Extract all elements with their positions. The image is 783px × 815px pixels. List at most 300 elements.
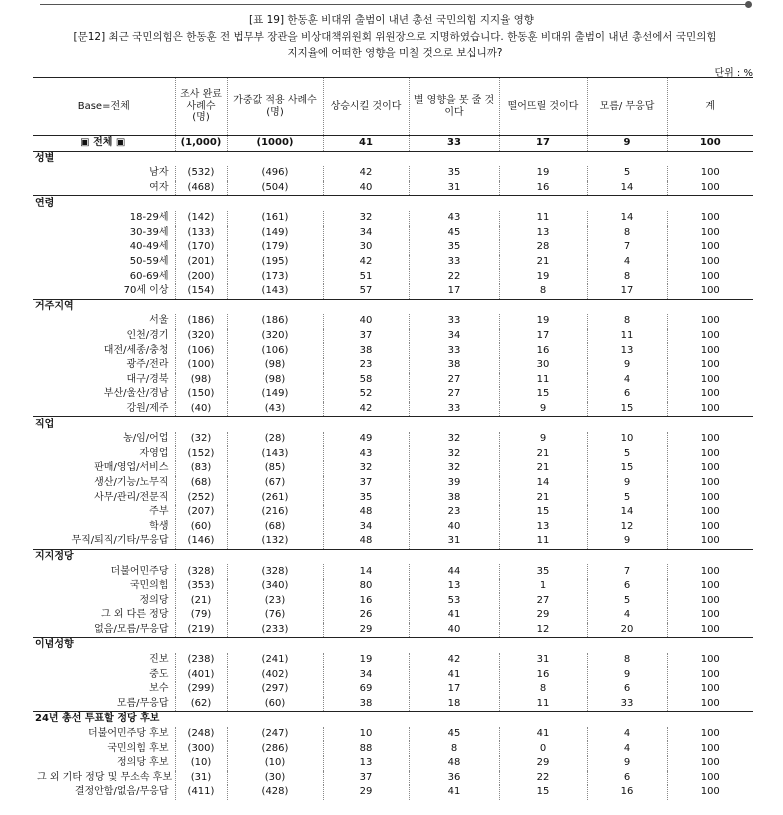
- header-c5: 계: [667, 78, 753, 136]
- cell-n2: (496): [227, 166, 323, 181]
- cell-n2: (98): [227, 373, 323, 388]
- cell-n2: (161): [227, 211, 323, 226]
- cell-c1: 80: [323, 579, 409, 594]
- cell-c3: 11: [499, 373, 587, 388]
- cell-c3: 15: [499, 505, 587, 520]
- cell-n1: (401): [175, 667, 227, 682]
- cell-c2: 44: [409, 564, 499, 579]
- cell-n1: (200): [175, 269, 227, 284]
- cell-n1: (62): [175, 697, 227, 712]
- total-n2: (1000): [227, 136, 323, 152]
- table-row: [33, 211, 753, 226]
- header-n2: 가중값 적용 사례수 (명): [227, 78, 323, 136]
- cell-c4: 9: [587, 534, 667, 549]
- cell-n2: (143): [227, 284, 323, 299]
- group-header-row: [33, 712, 753, 727]
- cell-c2: 33: [409, 314, 499, 329]
- total-row: [33, 136, 753, 152]
- row-label: 무직/퇴직/기타/무응답: [71, 535, 169, 547]
- cell-c4: 9: [587, 476, 667, 491]
- header-c1: 상승시킬 것이다: [323, 78, 409, 136]
- cell-n1: (532): [175, 166, 227, 181]
- cell-c2: 8: [409, 741, 499, 756]
- cell-c4: 20: [587, 623, 667, 638]
- cell-n1: (83): [175, 461, 227, 476]
- cell-c4: 6: [587, 682, 667, 697]
- cell-c2: 36: [409, 771, 499, 786]
- table-row: [33, 402, 753, 417]
- cell-c1: 69: [323, 682, 409, 697]
- cell-n1: (98): [175, 373, 227, 388]
- cell-c1: 14: [323, 564, 409, 579]
- cell-c4: 14: [587, 181, 667, 196]
- cell-n2: (286): [227, 741, 323, 756]
- cell-n2: (328): [227, 564, 323, 579]
- cell-c5: 100: [667, 505, 753, 520]
- question-text: [40, 29, 750, 61]
- cell-c1: 38: [323, 697, 409, 712]
- total-c1: 41: [323, 136, 409, 152]
- cell-c1: 34: [323, 519, 409, 534]
- cell-c4: 9: [587, 358, 667, 373]
- cell-c5: 100: [667, 564, 753, 579]
- cell-c4: 14: [587, 211, 667, 226]
- cell-c4: 6: [587, 579, 667, 594]
- cell-n1: (252): [175, 490, 227, 505]
- group-label: 이념성향: [33, 638, 753, 653]
- cell-n2: (149): [227, 226, 323, 241]
- cell-c3: 9: [499, 402, 587, 417]
- cell-c1: 10: [323, 727, 409, 742]
- cell-c1: 26: [323, 608, 409, 623]
- cell-c4: 14: [587, 505, 667, 520]
- header-c4: 모름/ 무응답: [587, 78, 667, 136]
- cell-c1: 52: [323, 387, 409, 402]
- cell-c4: 5: [587, 446, 667, 461]
- cell-n2: (233): [227, 623, 323, 638]
- row-label: 남자: [149, 167, 169, 179]
- cell-c5: 100: [667, 667, 753, 682]
- table-row: [33, 269, 753, 284]
- cell-n2: (402): [227, 667, 323, 682]
- row-label: 그 외 다른 정당: [101, 609, 169, 621]
- cell-c3: 1: [499, 579, 587, 594]
- cell-n1: (170): [175, 240, 227, 255]
- cell-c5: 100: [667, 373, 753, 388]
- cell-c4: 16: [587, 785, 667, 800]
- cell-c3: 21: [499, 255, 587, 270]
- cell-c5: 100: [667, 343, 753, 358]
- table-row: [33, 240, 753, 255]
- cell-c5: 100: [667, 314, 753, 329]
- cell-n1: (68): [175, 476, 227, 491]
- header-n1: 조사 완료 사례수 (명): [175, 78, 227, 136]
- table-row: [33, 534, 753, 549]
- cell-c2: 23: [409, 505, 499, 520]
- table-row: [33, 653, 753, 668]
- table-row: [33, 314, 753, 329]
- row-label: 40-49세: [129, 241, 169, 253]
- cell-c5: 100: [667, 653, 753, 668]
- cell-c2: 17: [409, 682, 499, 697]
- cell-n2: (186): [227, 314, 323, 329]
- cell-n1: (299): [175, 682, 227, 697]
- total-c5: 100: [667, 136, 753, 152]
- cell-c1: 57: [323, 284, 409, 299]
- cell-c1: 37: [323, 476, 409, 491]
- row-label: 더불어민주당 후보: [88, 728, 169, 740]
- total-c4: 9: [587, 136, 667, 152]
- cell-n2: (28): [227, 432, 323, 447]
- cell-c3: 21: [499, 461, 587, 476]
- cell-c5: 100: [667, 240, 753, 255]
- table-row: [33, 358, 753, 373]
- table-row: [33, 432, 753, 447]
- cell-n2: (149): [227, 387, 323, 402]
- cell-n2: (76): [227, 608, 323, 623]
- cell-c2: 33: [409, 343, 499, 358]
- table-row: [33, 284, 753, 299]
- cell-n2: (179): [227, 240, 323, 255]
- row-label: 18-29세: [129, 212, 169, 224]
- cell-c5: 100: [667, 593, 753, 608]
- cell-n1: (186): [175, 314, 227, 329]
- table-row: [33, 181, 753, 196]
- cell-c4: 4: [587, 608, 667, 623]
- cell-c4: 9: [587, 667, 667, 682]
- cell-c1: 34: [323, 667, 409, 682]
- row-label: 대전/세종/충청: [103, 344, 169, 356]
- total-c2: 33: [409, 136, 499, 152]
- cell-n1: (320): [175, 329, 227, 344]
- cell-c5: 100: [667, 402, 753, 417]
- group-header-row: [33, 417, 753, 432]
- cell-c4: 9: [587, 756, 667, 771]
- group-header-row: [33, 151, 753, 166]
- cell-c1: 37: [323, 329, 409, 344]
- table-row: [33, 226, 753, 241]
- table-row: [33, 682, 753, 697]
- table-row: [33, 623, 753, 638]
- cell-c1: 37: [323, 771, 409, 786]
- cell-n2: (320): [227, 329, 323, 344]
- cell-c1: 58: [323, 373, 409, 388]
- cell-c5: 100: [667, 771, 753, 786]
- cell-c2: 34: [409, 329, 499, 344]
- cell-c5: 100: [667, 269, 753, 284]
- question-line-2: 지지율에 어떠한 영향을 미칠 것으로 보십니까?: [287, 47, 503, 59]
- cell-c2: 13: [409, 579, 499, 594]
- cell-c5: 100: [667, 785, 753, 800]
- cell-c4: 5: [587, 490, 667, 505]
- row-label: 부산/울산/경남: [103, 388, 169, 400]
- cell-c1: 38: [323, 343, 409, 358]
- group-header-row: [33, 549, 753, 564]
- cell-c2: 32: [409, 461, 499, 476]
- row-label: 진보: [149, 654, 169, 666]
- cell-c2: 27: [409, 373, 499, 388]
- total-n1: (1,000): [175, 136, 227, 152]
- table-row: [33, 727, 753, 742]
- cell-c3: 12: [499, 623, 587, 638]
- cell-n1: (142): [175, 211, 227, 226]
- cell-n1: (468): [175, 181, 227, 196]
- cell-c2: 48: [409, 756, 499, 771]
- table-row: [33, 741, 753, 756]
- row-label: 보수: [149, 683, 169, 695]
- cell-c5: 100: [667, 519, 753, 534]
- cell-c4: 8: [587, 226, 667, 241]
- table-row: [33, 329, 753, 344]
- cell-c3: 16: [499, 667, 587, 682]
- group-header-row: [33, 638, 753, 653]
- cell-c3: 11: [499, 211, 587, 226]
- cell-c3: 11: [499, 534, 587, 549]
- cell-c3: 21: [499, 490, 587, 505]
- cell-n2: (10): [227, 756, 323, 771]
- cell-c1: 16: [323, 593, 409, 608]
- cell-c1: 40: [323, 181, 409, 196]
- cell-n1: (60): [175, 519, 227, 534]
- cell-c3: 19: [499, 269, 587, 284]
- cell-n1: (201): [175, 255, 227, 270]
- row-label: 자영업: [139, 447, 169, 459]
- row-label: 더불어민주당: [110, 565, 169, 577]
- cell-c3: 15: [499, 785, 587, 800]
- top-rule-dot: [745, 1, 752, 8]
- cell-c2: 31: [409, 534, 499, 549]
- cell-c3: 41: [499, 727, 587, 742]
- cell-c3: 21: [499, 446, 587, 461]
- cell-c1: 29: [323, 623, 409, 638]
- cell-c1: 32: [323, 461, 409, 476]
- cell-c3: 16: [499, 181, 587, 196]
- cell-c3: 8: [499, 284, 587, 299]
- table-row: [33, 756, 753, 771]
- cell-c4: 11: [587, 329, 667, 344]
- unit-label: 단위 : %: [714, 68, 753, 79]
- cell-c2: 40: [409, 623, 499, 638]
- cell-c1: 42: [323, 166, 409, 181]
- cell-c3: 8: [499, 682, 587, 697]
- cell-c3: 22: [499, 771, 587, 786]
- cell-c2: 42: [409, 653, 499, 668]
- cell-c4: 17: [587, 284, 667, 299]
- table-row: [33, 373, 753, 388]
- cell-c1: 34: [323, 226, 409, 241]
- cell-c1: 48: [323, 534, 409, 549]
- cell-n2: (98): [227, 358, 323, 373]
- cell-n2: (68): [227, 519, 323, 534]
- cell-c5: 100: [667, 387, 753, 402]
- cell-c2: 45: [409, 226, 499, 241]
- row-label: 대구/경북: [126, 373, 169, 385]
- cell-c3: 28: [499, 240, 587, 255]
- total-c3: 17: [499, 136, 587, 152]
- cell-c1: 48: [323, 505, 409, 520]
- cell-c2: 32: [409, 446, 499, 461]
- cell-c3: 27: [499, 593, 587, 608]
- cell-c2: 45: [409, 727, 499, 742]
- table-row: [33, 461, 753, 476]
- table-row: [33, 579, 753, 594]
- cell-c1: 30: [323, 240, 409, 255]
- group-label: 지지정당: [33, 549, 753, 564]
- cell-n2: (173): [227, 269, 323, 284]
- table-row: [33, 476, 753, 491]
- group-label: 거주지역: [33, 299, 753, 314]
- cell-c2: 27: [409, 387, 499, 402]
- cell-c3: 13: [499, 519, 587, 534]
- cell-c2: 38: [409, 490, 499, 505]
- cell-n2: (23): [227, 593, 323, 608]
- cell-n1: (100): [175, 358, 227, 373]
- cell-n2: (67): [227, 476, 323, 491]
- cell-c3: 29: [499, 756, 587, 771]
- table-row: [33, 593, 753, 608]
- cell-c1: 32: [323, 211, 409, 226]
- cell-c4: 13: [587, 343, 667, 358]
- cell-n1: (328): [175, 564, 227, 579]
- table-row: [33, 446, 753, 461]
- cell-n1: (411): [175, 785, 227, 800]
- cell-n1: (21): [175, 593, 227, 608]
- row-label: 농/임/어업: [123, 433, 169, 445]
- table-row: [33, 505, 753, 520]
- cell-c2: 41: [409, 667, 499, 682]
- cell-c5: 100: [667, 697, 753, 712]
- cell-n1: (353): [175, 579, 227, 594]
- cell-c2: 33: [409, 255, 499, 270]
- row-label: 판매/영업/서비스: [94, 462, 169, 474]
- cell-c5: 100: [667, 490, 753, 505]
- cell-c4: 33: [587, 697, 667, 712]
- row-label: 없음/모름/무응답: [94, 623, 169, 635]
- cell-c4: 6: [587, 771, 667, 786]
- cell-c3: 35: [499, 564, 587, 579]
- cell-n2: (85): [227, 461, 323, 476]
- row-label: 50-59세: [129, 256, 169, 268]
- row-label: 정의당: [139, 594, 169, 606]
- cell-c5: 100: [667, 476, 753, 491]
- cell-c4: 12: [587, 519, 667, 534]
- table-row: [33, 166, 753, 181]
- cell-n1: (154): [175, 284, 227, 299]
- group-label: 연령: [33, 196, 753, 211]
- cell-n2: (132): [227, 534, 323, 549]
- cell-c2: 41: [409, 608, 499, 623]
- group-header-row: [33, 196, 753, 211]
- cell-c5: 100: [667, 284, 753, 299]
- row-label: 그 외 기타 정당 및 무소속 후보: [37, 771, 172, 783]
- table-row: [33, 667, 753, 682]
- cell-c2: 32: [409, 432, 499, 447]
- cell-c5: 100: [667, 329, 753, 344]
- row-label: 서울: [149, 315, 169, 327]
- cell-n2: (261): [227, 490, 323, 505]
- table-row: [33, 490, 753, 505]
- cell-c5: 100: [667, 446, 753, 461]
- cell-c2: 33: [409, 402, 499, 417]
- row-label: 인천/경기: [126, 330, 169, 342]
- cell-c5: 100: [667, 226, 753, 241]
- cell-n2: (504): [227, 181, 323, 196]
- table-row: [33, 771, 753, 786]
- cell-n1: (31): [175, 771, 227, 786]
- cell-c4: 10: [587, 432, 667, 447]
- cell-c4: 15: [587, 402, 667, 417]
- cell-c1: 42: [323, 255, 409, 270]
- cell-c1: 29: [323, 785, 409, 800]
- total-label: ▣ 전체 ▣: [33, 136, 175, 152]
- cell-c3: 15: [499, 387, 587, 402]
- table-row: [33, 785, 753, 800]
- header-c3: 떨어뜨릴 것이다: [499, 78, 587, 136]
- cell-n1: (219): [175, 623, 227, 638]
- cell-n2: (60): [227, 697, 323, 712]
- group-label: 24년 총선 투표할 정당 후보: [33, 712, 753, 727]
- cell-c4: 8: [587, 314, 667, 329]
- cell-c4: 5: [587, 593, 667, 608]
- row-label: 사무/관리/전문직: [94, 491, 169, 503]
- cell-c3: 30: [499, 358, 587, 373]
- cell-c5: 100: [667, 623, 753, 638]
- cell-c4: 7: [587, 240, 667, 255]
- cell-n2: (428): [227, 785, 323, 800]
- cell-c4: 4: [587, 373, 667, 388]
- table-row: [33, 343, 753, 358]
- row-label: 모름/무응답: [116, 697, 169, 709]
- cell-n1: (150): [175, 387, 227, 402]
- cell-c1: 51: [323, 269, 409, 284]
- table-row: [33, 697, 753, 712]
- group-label: 직업: [33, 417, 753, 432]
- row-label: 중도: [149, 668, 169, 680]
- table-row: [33, 255, 753, 270]
- table-row: [33, 608, 753, 623]
- cell-c5: 100: [667, 608, 753, 623]
- cell-n2: (43): [227, 402, 323, 417]
- cell-c4: 4: [587, 741, 667, 756]
- cell-c5: 100: [667, 358, 753, 373]
- cell-c3: 11: [499, 697, 587, 712]
- cell-n2: (247): [227, 727, 323, 742]
- group-label: 성별: [33, 151, 753, 166]
- cell-n1: (152): [175, 446, 227, 461]
- table-row: [33, 564, 753, 579]
- header-base: Base=전체: [33, 78, 175, 136]
- row-label: 생산/기능/노무직: [94, 476, 169, 488]
- cell-c5: 100: [667, 727, 753, 742]
- cell-c3: 31: [499, 653, 587, 668]
- row-label: 70세 이상: [123, 285, 169, 297]
- cell-c3: 9: [499, 432, 587, 447]
- cell-n2: (297): [227, 682, 323, 697]
- cell-c5: 100: [667, 756, 753, 771]
- row-label: 학생: [149, 520, 169, 532]
- row-label: 60-69세: [129, 270, 169, 282]
- cell-c2: 53: [409, 593, 499, 608]
- cell-n1: (40): [175, 402, 227, 417]
- cell-c1: 35: [323, 490, 409, 505]
- cell-c3: 13: [499, 226, 587, 241]
- cell-c3: 0: [499, 741, 587, 756]
- cell-c4: 8: [587, 269, 667, 284]
- row-label: 광주/전라: [126, 359, 169, 371]
- cell-n1: (32): [175, 432, 227, 447]
- cell-c2: 43: [409, 211, 499, 226]
- cell-c2: 39: [409, 476, 499, 491]
